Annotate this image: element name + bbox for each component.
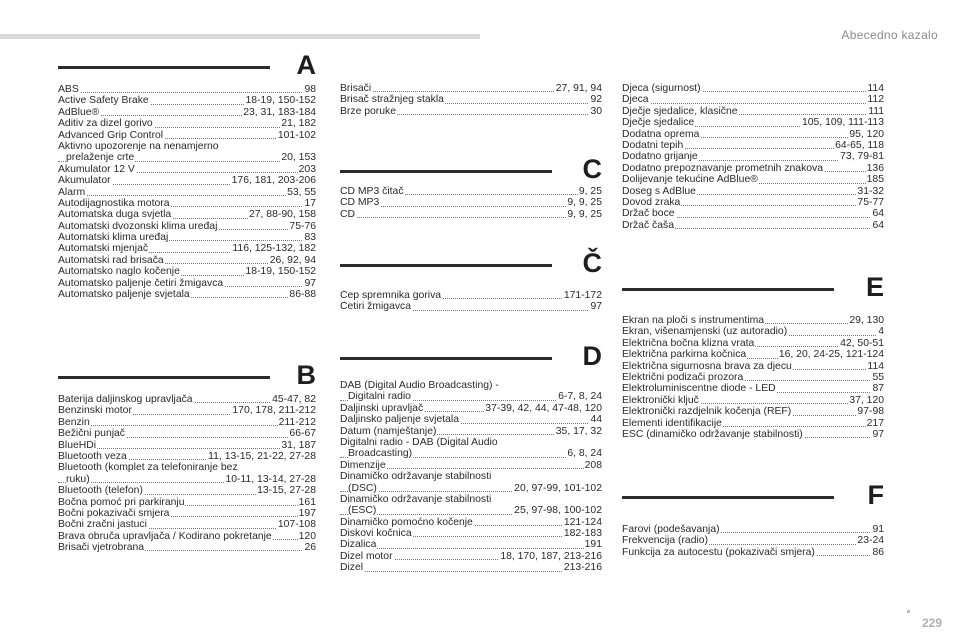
index-entry[interactable] [340, 471, 602, 482]
entry-pages: 9, 9, 25 [567, 197, 602, 209]
entry-pages: 17 [304, 197, 316, 209]
entry-pages: 18-19, 150-152 [245, 95, 316, 107]
page-title: Abecedno kazalo [841, 28, 938, 42]
entry-pages: 107-108 [277, 519, 316, 531]
index-entry[interactable] [622, 315, 884, 326]
entry-term: CD [340, 208, 356, 220]
index-entry[interactable] [58, 508, 316, 519]
entry-pages: 105, 109, 111-113 [801, 117, 884, 129]
section-d [340, 343, 602, 574]
entry-pages: 37-39, 42, 44, 47-48, 120 [485, 402, 602, 414]
index-entry[interactable] [58, 232, 316, 243]
entry-term: Dolijevanje tekućine AdBlue® [622, 174, 758, 186]
index-entry[interactable] [340, 290, 602, 301]
entry-term: Električna bočna klizna vrata [622, 337, 755, 349]
entry-pages: 20, 153 [281, 152, 316, 164]
entry-pages: 97 [304, 277, 316, 289]
entry-term: Brisači [340, 83, 372, 94]
entry-term: Akumulator [58, 175, 111, 187]
entry-pages: 64 [872, 219, 884, 231]
entry-term: Aditiv za dizel gorivo [58, 118, 153, 130]
entry-pages: 27, 91, 94 [555, 83, 602, 94]
entry-pages: 29, 130 [849, 315, 884, 326]
entry-term: Bluetooth (telefon) [58, 485, 143, 497]
index-entry[interactable] [58, 405, 316, 416]
entry-pages: 83 [304, 232, 316, 244]
index-entry[interactable] [58, 255, 316, 266]
entry-pages: 136 [866, 162, 884, 174]
entry-term: Automatsko naglo kočenje [58, 266, 180, 278]
entry-pages: 9, 9, 25 [567, 208, 602, 220]
index-entry[interactable] [622, 83, 884, 94]
index-entry[interactable] [622, 197, 884, 208]
index-entry[interactable] [340, 301, 602, 312]
entry-term: Brava obruča upravljača / Kodirano pokretanje [58, 530, 272, 542]
entry-term: CD MP3 [340, 197, 380, 209]
index-entry[interactable] [340, 460, 602, 471]
entry-pages: 92 [590, 94, 602, 106]
index-entry[interactable] [58, 417, 316, 428]
index-entry[interactable] [622, 524, 884, 535]
entry-term: Automatsko paljenje četiri žmigavca [58, 277, 224, 289]
entry-pages: 114 [867, 360, 884, 372]
index-entry[interactable] [340, 391, 602, 402]
entry-term: Automatski klima uređaj [58, 232, 169, 244]
entry-term: Elektronički razdjelnik kočenja (REF) [622, 406, 792, 418]
index-entry[interactable] [58, 462, 316, 473]
dot-leader [340, 548, 602, 549]
index-entry[interactable] [58, 221, 316, 232]
entry-pages: 11, 13-15, 21-22, 27-28 [208, 450, 316, 462]
entry-pages: 6-7, 8, 24 [558, 391, 602, 403]
dot-leader [622, 103, 884, 104]
entry-term: Diskovi kočnica [340, 528, 412, 540]
entry-term: DAB (Digital Audio Broadcasting) - [340, 380, 499, 391]
index-entry[interactable] [58, 187, 316, 198]
entry-pages: 25, 97-98, 100-102 [514, 505, 602, 517]
index-entry[interactable] [58, 175, 316, 186]
index-entry[interactable] [58, 152, 316, 163]
entry-term: Akumulator 12 V [58, 163, 135, 175]
index-entry[interactable] [58, 289, 316, 300]
entry-term: Dinamičko održavanje stabilnosti [340, 471, 492, 483]
entry-pages: 171-172 [563, 290, 602, 301]
section-letter: A [296, 50, 316, 80]
index-entry[interactable] [340, 106, 602, 117]
section-d-cont [622, 83, 884, 231]
index-entry[interactable] [58, 542, 316, 553]
index-entry[interactable] [340, 494, 602, 505]
entry-pages: 64-65, 118 [835, 139, 884, 151]
entry-term: Automatski dvozonski klima uređaj [58, 220, 218, 232]
index-entry[interactable] [622, 349, 884, 360]
index-entry[interactable] [340, 94, 602, 105]
index-entry[interactable] [340, 483, 602, 494]
section-letter: E [865, 272, 884, 302]
entry-term: Daljinsko paljenje svjetala [340, 414, 459, 426]
index-entry[interactable] [58, 485, 316, 496]
entry-pages: 55 [872, 371, 884, 383]
entry-pages: 10-11, 13-14, 27-28 [225, 473, 316, 485]
dot-leader [58, 92, 316, 93]
index-entry[interactable] [340, 414, 602, 425]
index-entry[interactable] [622, 326, 884, 337]
index-entry[interactable] [622, 208, 884, 219]
index-entry[interactable] [340, 186, 602, 197]
index-entry[interactable] [58, 278, 316, 289]
entry-term: Datum (namještanje) [340, 425, 437, 437]
entry-pages: 35, 17, 32 [555, 425, 602, 437]
index-entry[interactable] [622, 186, 884, 197]
entry-pages: 75-76 [289, 220, 316, 232]
section-b-cont [340, 83, 602, 117]
index-entry[interactable] [622, 174, 884, 185]
index-entry[interactable] [340, 505, 602, 516]
entry-pages: 9, 25 [578, 186, 602, 197]
entry-term: Dodatni tepih [622, 139, 684, 151]
entry-pages: 27, 88-90, 158 [248, 209, 316, 221]
index-entry[interactable] [340, 551, 602, 562]
index-entry[interactable] [58, 107, 316, 118]
entry-term: (DSC) [348, 482, 377, 494]
entry-term: Daljinski upravljač [340, 402, 424, 414]
entry-term: ABS [58, 84, 79, 95]
index-entry[interactable] [58, 130, 316, 141]
entry-term: AdBlue® [58, 106, 100, 118]
entry-term: Dinamičko održavanje stabilnosti [340, 493, 492, 505]
entry-term: Bežični punjač [58, 428, 126, 440]
entry-pages: 37, 120 [849, 394, 884, 406]
index-entry[interactable] [58, 394, 316, 405]
entry-pages: 197 [298, 507, 316, 519]
dot-leader [58, 195, 316, 196]
entry-term: Djeca (sigurnost) [622, 83, 701, 94]
entry-term: Držač čaša [622, 219, 674, 231]
index-entry[interactable] [622, 220, 884, 231]
index-entry[interactable] [340, 426, 602, 437]
entry-pages: 191 [584, 539, 602, 551]
index-entry[interactable] [58, 519, 316, 530]
entry-term: prelaženje crte [66, 152, 135, 164]
index-entry[interactable] [622, 129, 884, 140]
index-entry[interactable] [58, 164, 316, 175]
entry-pages: 203 [298, 163, 316, 175]
entry-term: ruku) [66, 473, 90, 485]
index-entry[interactable] [622, 117, 884, 128]
section-f [622, 482, 884, 558]
entry-term: Automatski rad brisača [58, 254, 164, 266]
entry-pages: 86-88 [289, 289, 316, 301]
index-entry[interactable] [622, 151, 884, 162]
entry-term: Dodatno prepoznavanje prometnih znakova [622, 162, 824, 174]
page-marker [907, 610, 910, 613]
index-entry[interactable] [622, 535, 884, 546]
index-entry[interactable] [622, 406, 884, 417]
index-entry[interactable] [340, 448, 602, 459]
entry-term: Aktivno upozorenje na nenamjerno [58, 140, 219, 152]
entry-pages: 6, 8, 24 [567, 448, 602, 460]
entry-term: Bočni zračni jastuci [58, 519, 147, 531]
entry-pages: 31-32 [857, 185, 884, 197]
entry-term: Električna parkirna kočnica [622, 349, 747, 361]
entry-pages: 114 [867, 83, 884, 94]
section-c [340, 156, 602, 220]
entry-term: Dimenzije [340, 459, 386, 471]
entry-pages: 121-124 [563, 516, 602, 528]
entry-pages: 112 [867, 94, 884, 106]
index-entry[interactable] [622, 361, 884, 372]
index-entry[interactable] [58, 95, 316, 106]
entry-term: Brisači vjetrobrana [58, 542, 145, 554]
entry-pages: 18, 170, 187, 213-216 [500, 550, 602, 562]
entry-term: Dodatna oprema [622, 128, 700, 140]
index-entry[interactable] [58, 474, 316, 485]
index-entry[interactable] [622, 163, 884, 174]
entry-term: Advanced Grip Control [58, 129, 164, 141]
header-rule [0, 34, 480, 39]
entry-pages: 44 [590, 414, 602, 426]
entry-term: Dječje sjedalice, klasične [622, 105, 738, 117]
index-entry[interactable] [340, 562, 602, 573]
index-entry[interactable] [340, 437, 602, 448]
index-entry[interactable] [622, 140, 884, 151]
entry-pages: 13-15, 27-28 [257, 485, 316, 497]
index-entry[interactable] [622, 429, 884, 440]
entry-term: Brze poruke [340, 105, 397, 117]
entry-pages: 26 [304, 542, 316, 554]
index-entry[interactable] [58, 84, 316, 95]
entry-pages: 87 [872, 383, 884, 395]
entry-pages: 16, 20, 24-25, 121-124 [778, 349, 884, 361]
entry-term: Dinamičko pomoćno kočenje [340, 516, 473, 528]
entry-term: Benzin [58, 416, 90, 428]
section-b [58, 362, 316, 553]
section-letter: Č [582, 248, 602, 278]
entry-term: Automatska duga svjetla [58, 209, 172, 221]
entry-pages: 217 [866, 417, 884, 429]
entry-term: Ekran, višenamjenski (uz autoradio) [622, 326, 788, 338]
entry-term: (ESC) [348, 505, 377, 517]
entry-pages: 64 [872, 208, 884, 220]
section-a [58, 52, 316, 300]
entry-pages: 23-24 [857, 535, 884, 547]
entry-pages: 97 [590, 301, 602, 313]
entry-pages: 211-212 [278, 416, 316, 428]
entry-term: Dizel [340, 562, 364, 574]
section-e [622, 274, 884, 440]
entry-term: Dječje sjedalice [622, 117, 695, 129]
entry-pages: 208 [584, 459, 602, 471]
entry-term: Farovi (podešavanja) [622, 524, 720, 535]
entry-term: CD MP3 čitač [340, 186, 404, 197]
section-letter: B [296, 360, 316, 390]
entry-term: Bočni pokazivači smjera [58, 507, 170, 519]
section-c-caron [340, 250, 602, 313]
entry-term: ESC (dinamičko održavanje stabilnosti) [622, 428, 803, 440]
index-entry[interactable] [58, 198, 316, 209]
entry-pages: 95, 120 [849, 128, 884, 140]
index-entry[interactable] [622, 106, 884, 117]
entry-term: Električna sigurnosna brava za djecu [622, 360, 792, 372]
entry-term: Bočna pomoć pri parkiranju [58, 496, 185, 508]
index-entry[interactable] [58, 141, 316, 152]
entry-term: Baterija daljinskog upravljača [58, 394, 193, 405]
index-entry[interactable] [622, 547, 884, 558]
entry-term: Bluetooth (komplet za telefoniranje bez [58, 462, 238, 474]
entry-pages: 20, 97-99, 101-102 [514, 482, 602, 494]
entry-term: Digitalni radio - DAB (Digital Audio [340, 436, 498, 448]
entry-pages: 18-19, 150-152 [245, 266, 316, 278]
index-entry[interactable] [58, 118, 316, 129]
entry-term: Brisač stražnjeg stakla [340, 94, 444, 106]
entry-pages: 97 [872, 428, 884, 440]
entry-pages: 97-98 [857, 406, 884, 418]
entry-term: Autodijagnostika motora [58, 197, 170, 209]
entry-pages: 66-67 [289, 428, 316, 440]
entry-pages: 116, 125-132, 182 [232, 243, 316, 255]
entry-pages: 42, 50-51 [840, 337, 884, 349]
index-entry[interactable] [622, 395, 884, 406]
entry-term: Alarm [58, 186, 86, 198]
entry-term: Dizalica [340, 539, 377, 551]
entry-term: Benzinski motor [58, 405, 132, 417]
page-number: 229 [921, 616, 942, 630]
entry-term: Active Safety Brake [58, 95, 149, 107]
entry-term: Elektroluminiscentne diode - LED [622, 383, 776, 395]
entry-term: Elektronički ključ [622, 394, 699, 406]
entry-pages: 30 [590, 105, 602, 117]
index-entry[interactable] [58, 209, 316, 220]
entry-pages: 176, 181, 203-206 [231, 175, 316, 187]
entry-term: BlueHDi [58, 439, 97, 451]
entry-pages: 53, 55 [287, 186, 316, 198]
entry-term: Bluetooth veza [58, 450, 127, 462]
entry-pages: 86 [872, 546, 884, 558]
entry-term: Dizel motor [340, 550, 393, 562]
entry-term: Digitalni radio [348, 391, 411, 403]
index-entry[interactable] [340, 528, 602, 539]
entry-pages: 31, 187 [281, 439, 316, 451]
entry-pages: 21, 182 [281, 118, 316, 130]
index-entry[interactable] [340, 380, 602, 391]
entry-pages: 45-47, 82 [272, 394, 316, 405]
section-letter: C [582, 154, 602, 184]
entry-pages: 23, 31, 183-184 [243, 106, 316, 118]
entry-term: Doseg s AdBlue [622, 185, 696, 197]
entry-term: Funkcija za autocestu (pokazivači smjera) [622, 546, 815, 558]
index-entry[interactable] [340, 517, 602, 528]
entry-term: Četiri žmigavca [340, 301, 412, 313]
entry-term: Čep spremnika goriva [340, 290, 442, 301]
section-letter: D [582, 341, 602, 371]
entry-pages: 111 [868, 105, 884, 117]
entry-term: Frekvencija (radio) [622, 535, 709, 547]
index-entry[interactable] [622, 372, 884, 383]
index-entry[interactable] [340, 209, 602, 220]
entry-term: Broadcasting) [348, 448, 413, 460]
entry-term: Elementi identifikacije [622, 417, 722, 429]
entry-term: Ekran na ploči s instrumentima [622, 315, 765, 326]
entry-pages: 75-77 [857, 196, 884, 208]
entry-term: Automatski mjenjač [58, 243, 149, 255]
index-entry[interactable] [58, 451, 316, 462]
index-entry[interactable] [58, 428, 316, 439]
index-entry[interactable] [340, 83, 602, 94]
index-entry[interactable] [58, 497, 316, 508]
index-entry[interactable] [58, 266, 316, 277]
entry-pages: 182-183 [563, 528, 602, 540]
entry-pages: 4 [878, 326, 884, 338]
index-entry[interactable] [622, 94, 884, 105]
entry-term: Dovod zraka [622, 196, 681, 208]
entry-pages: 170, 178, 211-212 [232, 405, 316, 417]
index-entry[interactable] [622, 418, 884, 429]
entry-term: Djeca [622, 94, 649, 106]
entry-pages: 101-102 [277, 129, 316, 141]
index-entry[interactable] [340, 403, 602, 414]
index-entry[interactable] [340, 539, 602, 550]
entry-pages: 73, 79-81 [840, 151, 884, 163]
entry-term: Električni podizači prozora [622, 371, 744, 383]
entry-pages: 120 [298, 530, 316, 542]
index-entry[interactable] [340, 197, 602, 208]
index-entry[interactable] [622, 383, 884, 394]
entry-pages: 26, 92, 94 [269, 254, 316, 266]
section-letter: F [867, 480, 884, 510]
entry-pages: 161 [298, 496, 316, 508]
dot-leader [340, 217, 602, 218]
index-entry[interactable] [58, 531, 316, 542]
entry-term: Držač boce [622, 208, 675, 220]
entry-term: Dodatno grijanje [622, 151, 698, 163]
index-entry[interactable] [622, 338, 884, 349]
entry-term: Automatsko paljenje svjetala [58, 289, 190, 301]
entry-pages: 213-216 [563, 562, 602, 574]
entry-pages: 185 [866, 174, 884, 186]
entry-pages: 98 [304, 84, 316, 95]
index-entry[interactable] [58, 243, 316, 254]
index-entry[interactable] [58, 440, 316, 451]
entry-pages: 91 [872, 524, 884, 535]
